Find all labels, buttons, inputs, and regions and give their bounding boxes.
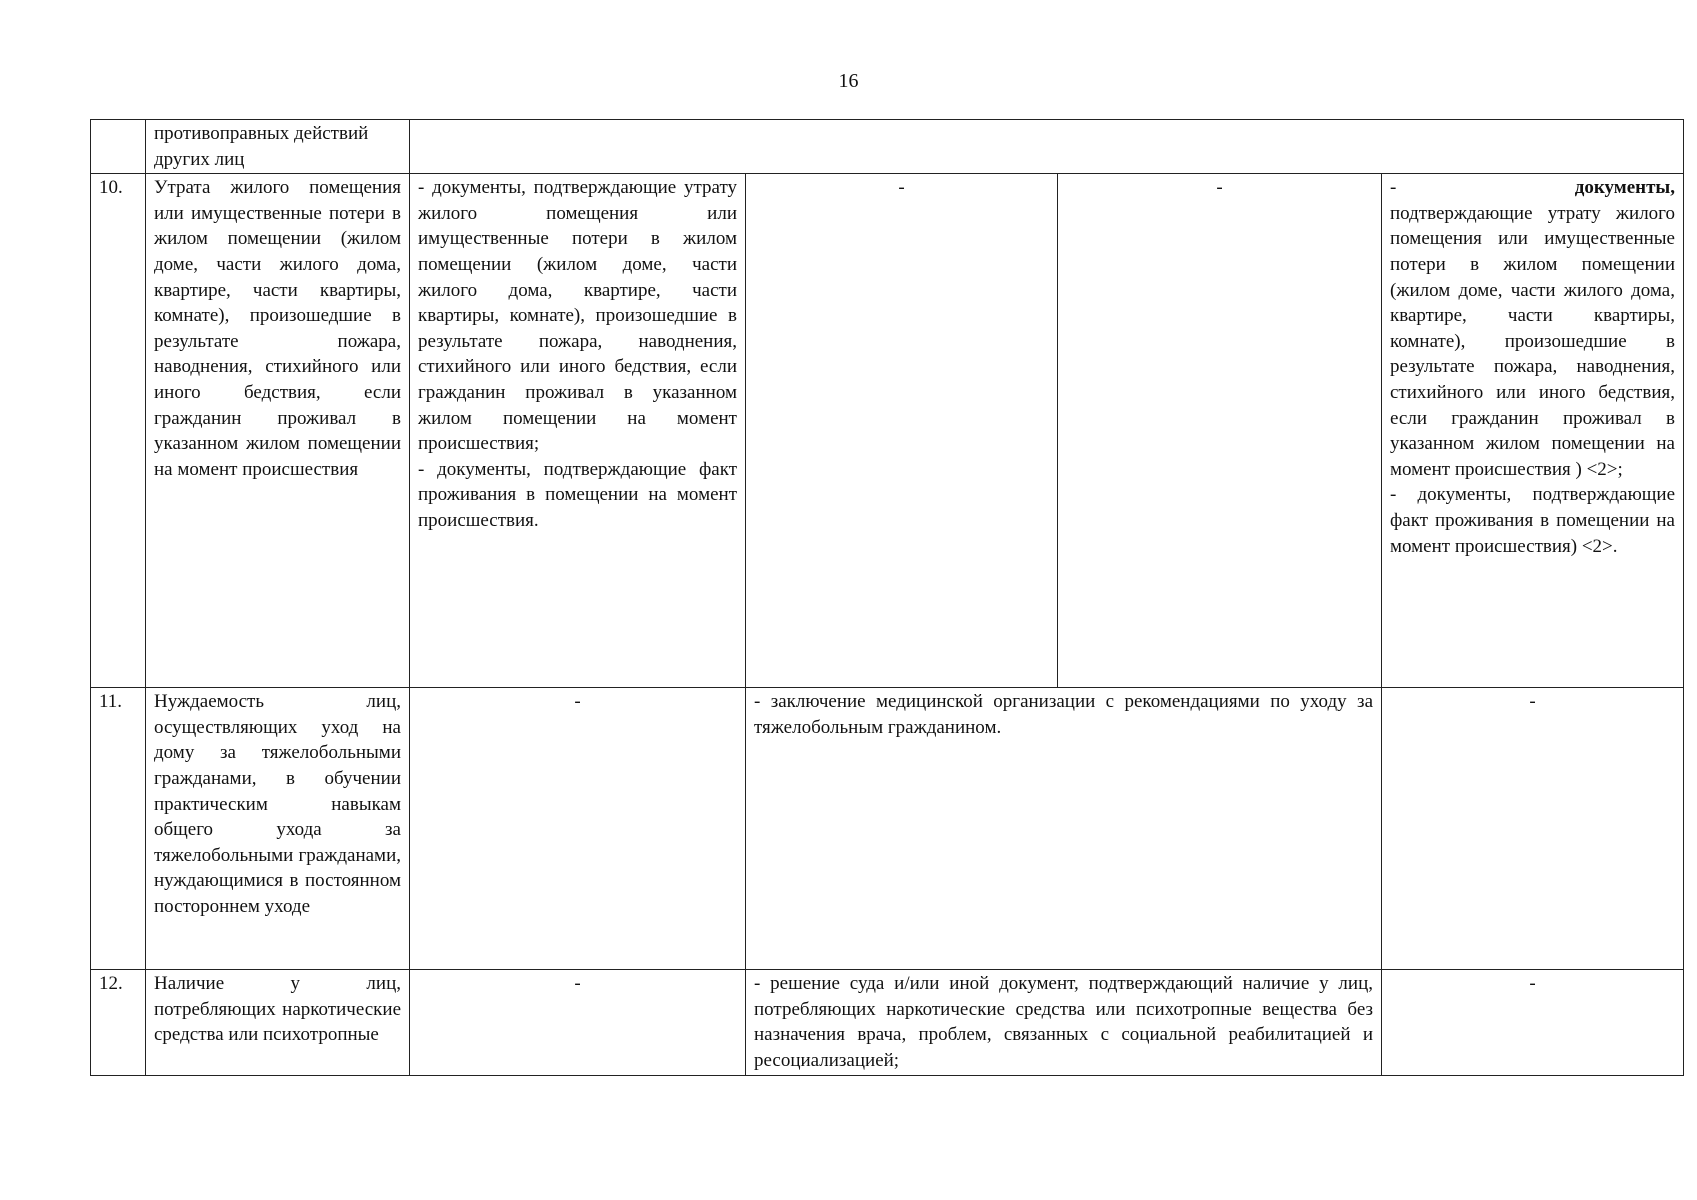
- row-number-cell: 12.: [91, 970, 146, 1075]
- documents-cell: [746, 174, 1058, 688]
- documents-table: [90, 119, 1684, 1076]
- reason-text: противоправных действий других лиц: [154, 123, 369, 170]
- documents-cell: [746, 688, 1382, 970]
- document-item-head: [1390, 175, 1675, 201]
- row-number-cell: [91, 120, 146, 174]
- dash-text: -: [574, 973, 581, 995]
- documents-cell: [1382, 174, 1684, 688]
- row-number-cell: 10.: [91, 174, 146, 688]
- document-item: - заключение медицинской организации с рекомендациями по уходу за тяжелобольным гражданином.: [754, 691, 1373, 738]
- table-row-11: [91, 688, 1684, 970]
- row-number-cell: 11.: [91, 688, 146, 970]
- dash-text: -: [1529, 691, 1536, 713]
- reason-text: Нуждаемость лиц, осуществляющих уход на дому за тяжелобольными гражданами, в обучении практическим навыкам общего ухода за тяжелобольными гражданами, нуждающимися в постоянном постороннем уходе: [154, 691, 401, 917]
- empty-cell: [410, 120, 1684, 174]
- document-item: - документы, подтверждающие факт проживания в помещении на момент происшествия.: [418, 458, 737, 531]
- reason-text: Утрата жилого помещения или имущественные потери в жилом помещении (жилом доме, части жилого дома, квартире, части квартиры, комнате), произошедшие в результате пожара, наводнения, стихийного или иного бедствия, если гражданин проживал в указанном жилом помещении на момент происшествия: [154, 177, 401, 480]
- dash-text: -: [1216, 177, 1223, 199]
- dash-text: -: [1390, 177, 1397, 199]
- reason-text: Наличие у лиц, потребляющих наркотические средства или психотропные: [154, 973, 401, 1046]
- reason-cell: [146, 120, 410, 174]
- dash-text: -: [1529, 973, 1536, 995]
- dash-text: -: [574, 691, 581, 713]
- dash-text: -: [898, 177, 905, 199]
- document-item: - документы, подтверждающие утрату жилого помещения или имущественные потери в жилом помещении (жилом доме, части жилого дома, квартире, части квартиры, комнате), произошедшие в результате пожара, наводнения, стихийного или иного бедствия, если гражданин проживал в указанном жилом помещении на момент происшествия;: [418, 177, 737, 455]
- documents-cell: [746, 970, 1382, 1075]
- document-item: - документы, подтверждающие факт проживания в помещении на момент происшествия) <2>.: [1390, 484, 1675, 557]
- documents-cell: [1382, 970, 1684, 1075]
- document-item: - решение суда и/или иной документ, подтверждающий наличие у лиц, потребляющих наркотические средства или психотропные вещества без назначения врача, проблем, связанных с социальной реабилитацией и ресоциализацией;: [754, 973, 1373, 1071]
- documents-cell: [1058, 174, 1382, 688]
- reason-cell: [146, 688, 410, 970]
- table-row-continuation: [91, 120, 1684, 174]
- documents-cell: [410, 688, 746, 970]
- documents-cell: [410, 174, 746, 688]
- documents-cell: [1382, 688, 1684, 970]
- reason-cell: [146, 970, 410, 1075]
- reason-cell: [146, 174, 410, 688]
- documents-cell: [410, 970, 746, 1075]
- table-row-10: [91, 174, 1684, 688]
- table-row-12: [91, 970, 1684, 1075]
- bold-text: документы,: [1574, 177, 1675, 199]
- document-item: подтверждающие утрату жилого помещения или имущественные потери в жилом помещении (жилом доме, части жилого дома, квартире, части квартиры, комнате), произошедшие в результате пожара, наводнения, стихийного или иного бедствия, если гражданин проживал в указанном жилом помещении на момент происшествия ) <2>;: [1390, 202, 1675, 480]
- page-number: 16: [838, 70, 859, 92]
